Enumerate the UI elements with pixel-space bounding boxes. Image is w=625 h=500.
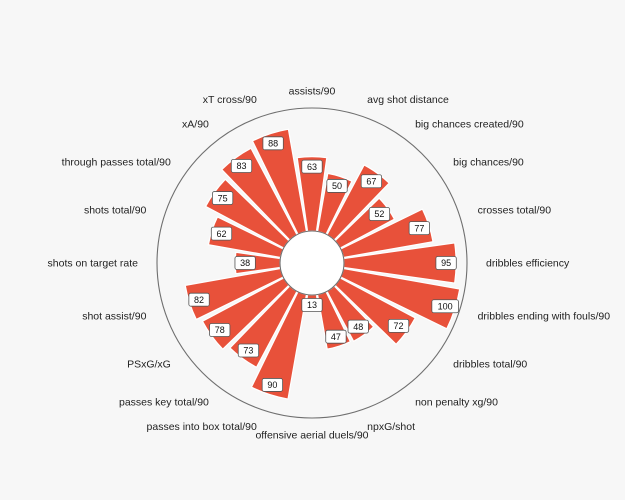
category-label: npxG/shot bbox=[367, 421, 416, 434]
category-label: through passes total/90 bbox=[61, 156, 171, 169]
category-label: dribbles ending with fouls/90 bbox=[477, 310, 611, 323]
category-label: big chances/90 bbox=[453, 156, 524, 169]
category-label: passes key total/90 bbox=[119, 396, 209, 409]
category-label: offensive aerial duels/90 bbox=[255, 429, 369, 442]
value-label: 38 bbox=[240, 258, 251, 269]
value-label: 78 bbox=[214, 325, 225, 336]
value-label: 100 bbox=[437, 301, 453, 312]
value-label: 88 bbox=[268, 138, 279, 149]
inner-hole bbox=[280, 231, 344, 295]
value-label: 67 bbox=[366, 176, 377, 187]
category-label: dribbles total/90 bbox=[453, 358, 528, 371]
category-label: dribbles efficiency bbox=[486, 257, 570, 270]
value-label: 73 bbox=[243, 345, 254, 356]
value-label: 47 bbox=[330, 331, 341, 342]
category-label: shots on target rate bbox=[47, 257, 138, 270]
value-label: 75 bbox=[217, 193, 228, 204]
category-label: non penalty xg/90 bbox=[415, 396, 499, 409]
value-label: 48 bbox=[353, 321, 364, 332]
category-label: shot assist/90 bbox=[82, 310, 147, 323]
value-label: 50 bbox=[332, 181, 343, 192]
value-label: 52 bbox=[374, 209, 385, 220]
category-label: crosses total/90 bbox=[477, 204, 552, 217]
category-label: xA/90 bbox=[182, 118, 209, 131]
value-label: 63 bbox=[306, 161, 318, 172]
category-label: PSxG/xG bbox=[127, 358, 171, 371]
value-label: 95 bbox=[441, 258, 452, 269]
category-label: assists/90 bbox=[288, 85, 336, 98]
value-label: 13 bbox=[306, 300, 318, 311]
value-label: 83 bbox=[236, 161, 247, 172]
value-label: 90 bbox=[267, 380, 278, 391]
category-label: avg shot distance bbox=[367, 93, 449, 106]
value-label: 77 bbox=[414, 223, 425, 234]
category-label: shots total/90 bbox=[83, 204, 147, 217]
category-label: xT cross/90 bbox=[202, 93, 257, 106]
value-label: 72 bbox=[393, 321, 404, 332]
value-label: 62 bbox=[216, 228, 227, 239]
category-label: big chances created/90 bbox=[415, 118, 524, 131]
value-label: 82 bbox=[194, 294, 205, 305]
category-label: passes into box total/90 bbox=[146, 421, 257, 434]
